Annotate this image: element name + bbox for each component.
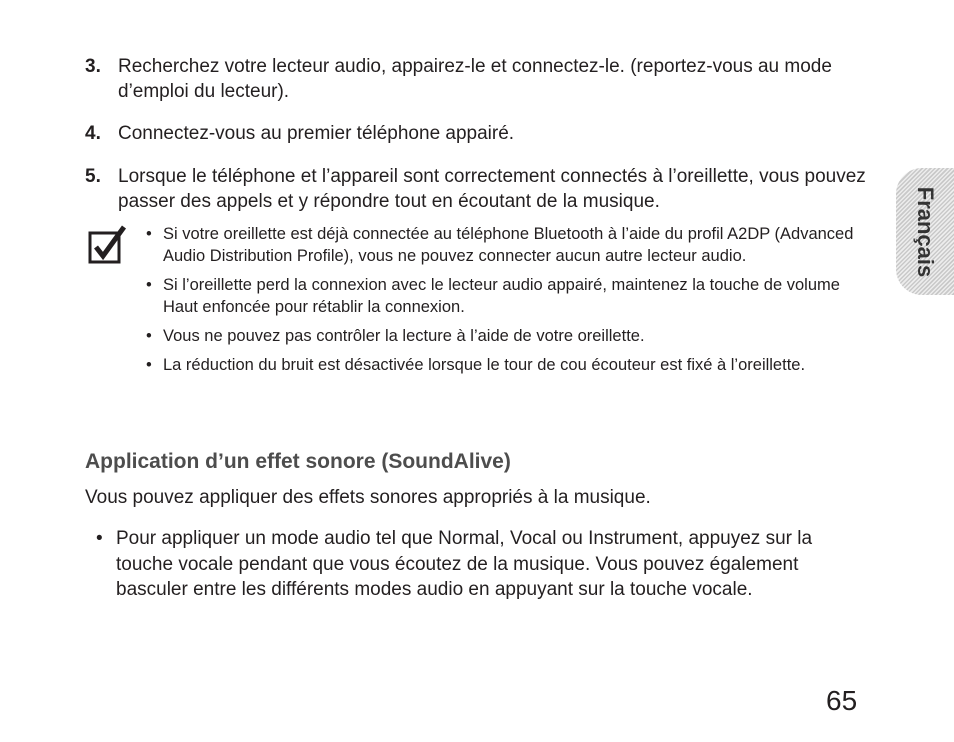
section-intro: Vous pouvez appliquer des effets sonores appropriés à la musique. bbox=[85, 487, 651, 508]
note-text: Si votre oreillette est déjà connectée au téléphone Bluetooth à l’aide du profil A2DP (Advanced Audio Distribution Profile), vous ne pouvez connecter aucun autre lecteur audio. bbox=[163, 225, 854, 265]
step-number: 4. bbox=[85, 123, 101, 144]
note-item bbox=[146, 274, 866, 318]
step-number: 3. bbox=[85, 56, 101, 77]
section-bullet-text: Pour appliquer un mode audio tel que Normal, Vocal ou Instrument, appuyez sur la touche vocale pendant que vous écoutez de la musique. Vous pouvez également basculer entre les différents modes audio en appuyant sur la touche vocale. bbox=[116, 528, 813, 600]
step-number: 5. bbox=[85, 166, 101, 187]
note-item bbox=[146, 325, 866, 347]
page-number: 65 bbox=[826, 685, 858, 716]
section-bullet bbox=[96, 526, 856, 603]
bullet: • bbox=[146, 327, 152, 345]
language-tab bbox=[896, 168, 954, 295]
note-item bbox=[146, 223, 866, 267]
bullet: • bbox=[96, 528, 103, 549]
bullet: • bbox=[146, 225, 152, 243]
step-5 bbox=[85, 164, 875, 214]
step-4 bbox=[85, 121, 875, 146]
note-item bbox=[146, 354, 866, 376]
step-text: Lorsque le téléphone et l’appareil sont correctement connectés à l’oreillette, vous pouvez passer des appels et y répondre tout en écoutant de la musique. bbox=[118, 166, 866, 212]
bullet: • bbox=[146, 356, 152, 374]
language-tab-label: Français bbox=[913, 186, 938, 277]
note-text: Vous ne pouvez pas contrôler la lecture à l’aide de votre oreillette. bbox=[163, 327, 645, 345]
step-3 bbox=[85, 54, 875, 104]
note-text: Si l’oreillette perd la connexion avec le lecteur audio appairé, maintenez la touche de volume Haut enfoncée pour rétablir la connexion. bbox=[163, 276, 840, 316]
bullet: • bbox=[146, 276, 152, 294]
step-text: Recherchez votre lecteur audio, appairez-le et connectez-le. (reportez-vous au mode d’emploi du lecteur). bbox=[118, 56, 832, 102]
note-list bbox=[146, 223, 866, 383]
section-heading: Application d’un effet sonore (SoundAlive) bbox=[85, 450, 511, 473]
step-text: Connectez-vous au premier téléphone appairé. bbox=[118, 123, 515, 144]
note-text: La réduction du bruit est désactivée lorsque le tour de cou écouteur est fixé à l’oreillette. bbox=[163, 356, 806, 374]
checkbox-checked-icon bbox=[87, 224, 129, 266]
